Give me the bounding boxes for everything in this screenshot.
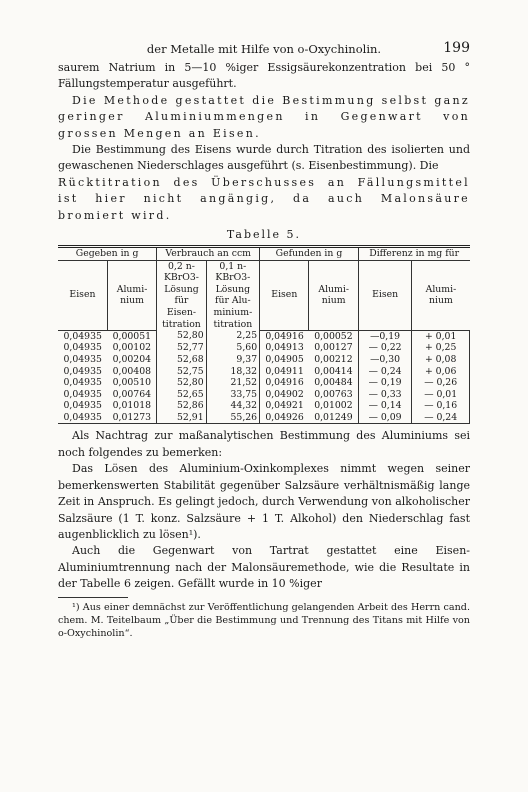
cell-verbrauch-eisen: 52,91 <box>157 412 206 424</box>
paragraph-6: Auch die Gegenwart von Tartrat gestattet eine Eisen-Aluminiumtrennung nach der Malonsäuremethode, wie die Resultate in der Tabelle 6 zeigen. Gefällt wurde in 10 %iger <box>58 544 470 591</box>
cell-gefunden-eisen: 0,04902 <box>265 388 304 400</box>
header-eisen: Eisen <box>358 260 411 330</box>
running-header <box>58 40 470 60</box>
cell-verbrauch-eisen: 52,80 <box>157 377 206 389</box>
cell-differenz-aluminium: + 0,25 <box>412 342 470 354</box>
cell-verbrauch-aluminium: 9,37 <box>206 354 259 366</box>
table-row <box>58 389 470 401</box>
cell-gefunden-eisen: 0,04921 <box>265 400 304 412</box>
cell-verbrauch-aluminium: 5,60 <box>206 342 259 354</box>
table-row <box>58 330 470 342</box>
cell-verbrauch-aluminium: 18,32 <box>206 366 259 378</box>
footnote: ¹) Aus einer demnächst zur Veröffentlichung gelangenden Arbeit des Herrn cand. chem. M. Teitelbaum „Über die Bestimmung und Trennung des Titans mit Hilfe von o-Oxychinolin“. <box>58 601 470 639</box>
cell-differenz-aluminium: — 0,26 <box>412 377 470 389</box>
paragraph-3: Die Bestimmung des Eisens wurde durch Titration des isolierten und gewaschenen Niederschlages ausgeführt (s. Eisenbestimmung). Die <box>58 143 470 173</box>
cell-gefunden-aluminium: 0,00414 <box>309 366 358 378</box>
table-row <box>58 377 470 389</box>
paragraph-2: Die Methode gestattet die Bestimmung selbst ganz geringer Aluminiummengen in Gegenwart von grossen Mengen an Eisen. <box>58 93 470 140</box>
paragraph-3-continued: Rücktitration des Überschusses an Fällungsmittel ist hier nicht angängig, da auch Malonsäure bromiert wird. <box>58 175 470 222</box>
cell-verbrauch-eisen: 52,65 <box>157 389 206 401</box>
cell-gegeben-aluminium: 0,00204 <box>107 354 156 366</box>
cell-verbrauch-eisen: 52,80 <box>157 330 206 342</box>
cell-verbrauch-aluminium: 33,75 <box>206 389 259 401</box>
table-row <box>58 342 470 354</box>
cell-differenz-aluminium: — 0,01 <box>412 389 470 401</box>
cell-gefunden-aluminium: 0,00763 <box>309 389 358 401</box>
header-aluminium: Alumi-nium <box>107 260 156 330</box>
cell-differenz-eisen: — 0,33 <box>358 389 411 401</box>
page <box>58 40 470 640</box>
cell-differenz-eisen: —0,30 <box>358 354 411 366</box>
running-title: der Metalle mit Hilfe von o-Oxychinolin. <box>146 42 382 56</box>
table-row <box>58 412 470 424</box>
cell-gegeben-aluminium: 0,00510 <box>107 377 156 389</box>
cell-differenz-eisen: — 0,14 <box>358 400 411 412</box>
header-eisen: Eisen <box>58 260 107 330</box>
cell-differenz-aluminium: — 0,16 <box>412 400 470 412</box>
cell-verbrauch-aluminium: 44,32 <box>206 400 259 412</box>
cell-gegeben-eisen: 0,04935 <box>58 412 107 424</box>
cell-verbrauch-eisen: 52,75 <box>157 366 206 378</box>
cell-gegeben-eisen: 0,04935 <box>63 365 102 377</box>
cell-gegeben-aluminium: 0,00764 <box>107 389 156 401</box>
cell-gegeben-aluminium: 0,01018 <box>107 400 156 412</box>
cell-gefunden-aluminium: 0,00212 <box>309 354 358 366</box>
cell-gegeben-eisen: 0,04935 <box>63 342 102 354</box>
cell-gegeben-eisen: 0,04935 <box>63 330 102 342</box>
header-kbro3-eisen: 0,2 n-KBrO3-Lösung für Eisen-titration <box>157 260 206 330</box>
header-kbro3-aluminium: 0,1 n-KBrO3-Lösung für Alu-minium-titration <box>206 260 259 330</box>
cell-differenz-eisen: — 0,22 <box>358 342 411 354</box>
table-caption: Tabelle 5. <box>226 228 302 242</box>
cell-gegeben-aluminium: 0,01273 <box>107 412 156 424</box>
cell-differenz-aluminium: + 0,06 <box>412 366 470 378</box>
cell-differenz-eisen: — 0,24 <box>358 366 411 378</box>
cell-gefunden-aluminium: 0,00052 <box>309 330 358 342</box>
cell-differenz-eisen: — 0,09 <box>358 412 411 424</box>
header-aluminium: Alumi-nium <box>309 260 358 330</box>
page-number: 199 <box>443 40 470 56</box>
cell-gefunden-eisen: 0,04926 <box>260 412 309 424</box>
cell-gegeben-eisen: 0,04935 <box>63 400 102 412</box>
cell-gegeben-aluminium: 0,00408 <box>107 366 156 378</box>
header-differenz: Differenz in mg für <box>369 248 460 260</box>
paragraph-1: saurem Natrium in 5—10 %iger Essigsäurekonzentration bei 50 ° Fällungstemperatur ausgeführt. <box>58 61 470 91</box>
table-row <box>58 366 470 378</box>
cell-gefunden-aluminium: 0,00127 <box>309 342 358 354</box>
cell-verbrauch-aluminium: 21,52 <box>206 377 259 389</box>
cell-gefunden-eisen: 0,04913 <box>265 342 304 354</box>
cell-gefunden-eisen: 0,04916 <box>265 330 304 342</box>
table-row <box>58 354 470 366</box>
cell-gefunden-aluminium: 0,00484 <box>309 377 358 389</box>
footnote-rule <box>58 597 128 598</box>
cell-verbrauch-eisen: 52,86 <box>157 400 206 412</box>
cell-differenz-eisen: — 0,19 <box>358 377 411 389</box>
cell-gefunden-aluminium: 0,01249 <box>309 412 358 424</box>
cell-gefunden-eisen: 0,04916 <box>265 377 304 389</box>
header-gegeben: Gegeben in g <box>58 247 157 261</box>
cell-verbrauch-aluminium: 2,25 <box>206 330 259 342</box>
header-eisen: Eisen <box>260 260 309 330</box>
table-row <box>58 400 470 412</box>
paragraph-4: Als Nachtrag zur maßanalytischen Bestimmung des Aluminiums sei noch folgendes zu bemerken: <box>58 429 470 459</box>
cell-gegeben-eisen: 0,04935 <box>63 388 102 400</box>
cell-gefunden-eisen: 0,04911 <box>265 365 304 377</box>
cell-differenz-aluminium: — 0,24 <box>412 412 470 424</box>
cell-gegeben-aluminium: 0,00102 <box>107 342 156 354</box>
header-gefunden: Gefunden in g <box>260 247 359 261</box>
cell-verbrauch-eisen: 52,77 <box>157 342 206 354</box>
cell-differenz-eisen: —0,19 <box>358 330 411 342</box>
cell-differenz-aluminium: + 0,08 <box>412 354 470 366</box>
cell-differenz-aluminium: + 0,01 <box>412 330 470 342</box>
header-aluminium: Alumi-nium <box>412 260 470 330</box>
data-table <box>58 245 470 424</box>
cell-verbrauch-eisen: 52,68 <box>157 354 206 366</box>
cell-gefunden-aluminium: 0,01002 <box>309 400 358 412</box>
header-verbrauch: Verbrauch an ccm <box>157 247 260 261</box>
cell-gegeben-aluminium: 0,00051 <box>107 330 156 342</box>
cell-gegeben-eisen: 0,04935 <box>63 377 102 389</box>
paragraph-5: Das Lösen des Aluminium-Oxinkomplexes nimmt wegen seiner bemerkenswerten Stabilität gegenüber Salzsäure verhältnismäßig lange Zeit in Anspruch. Es gelingt jedoch, durch Verwendung von alkoholischer Salzsäure (1 T. konz. Salzsäure + 1 T. Alkohol) den Niederschlag fast augenblicklich zu lösen¹). <box>58 462 470 541</box>
cell-gegeben-eisen: 0,04935 <box>63 353 102 365</box>
cell-verbrauch-aluminium: 55,26 <box>206 412 259 424</box>
cell-gefunden-eisen: 0,04905 <box>265 353 304 365</box>
